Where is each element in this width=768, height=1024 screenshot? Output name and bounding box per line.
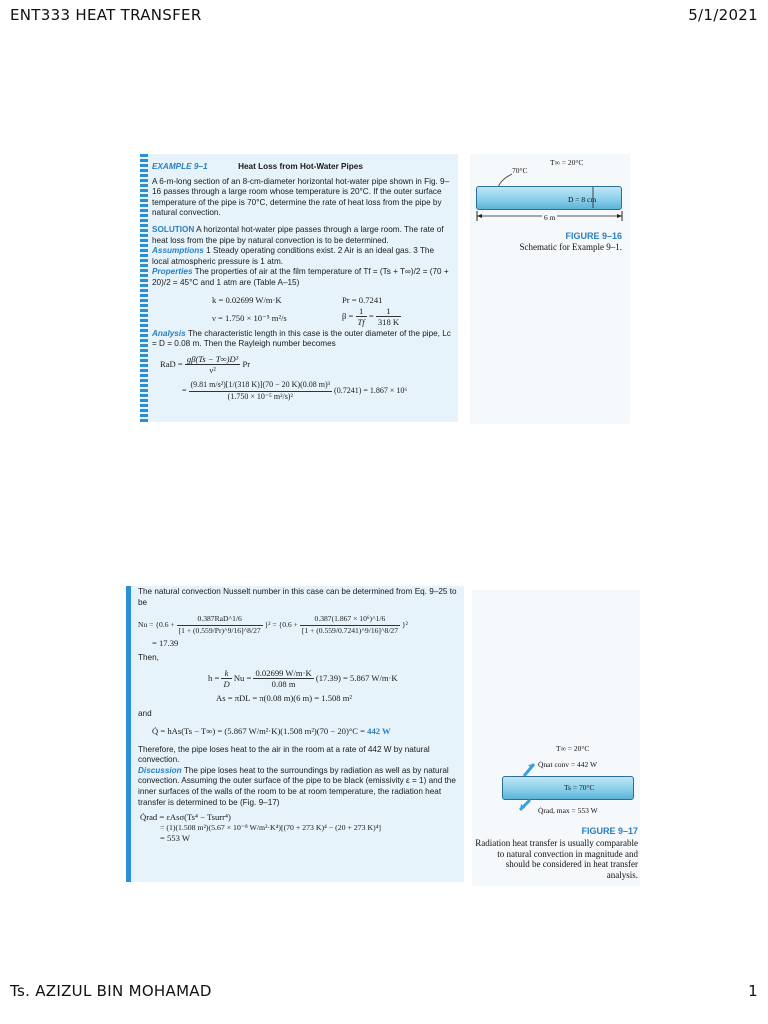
fig17-ts: Ts = 70°C <box>564 783 595 792</box>
course-title: ENT333 HEAT TRANSFER <box>10 6 202 24</box>
fig16-ts: 70°C <box>512 166 528 175</box>
ra2-tail: (0.7241) = 1.867 × 10⁶ <box>334 385 408 395</box>
nu2-frac <box>300 614 400 636</box>
beta-frac2 <box>376 306 401 328</box>
ra2-num: (9.81 m/s²)[1/(318 K)](70 − 20 K)(0.08 m)³ <box>189 380 333 392</box>
prop-pr: Pr = 0.7241 <box>342 294 383 305</box>
h-mid: Nu = <box>233 672 252 683</box>
prop-beta <box>342 306 401 328</box>
ra-frac <box>185 354 240 376</box>
properties-label: Properties <box>152 267 193 277</box>
page-number: 1 <box>748 982 758 1000</box>
rayleigh-eq2: = $\frac{\text{(9.81 m/s²)[1/(318 K)](70 − 20 K)(0.08 m)³}}{\text{(1.750 × 10⁻⁵ m²/s)²}}$ (0.7241) = 1.867 × 10⁶ <box>182 379 408 401</box>
ra-tail: Pr <box>242 358 251 369</box>
nu2-close: }² <box>401 620 408 630</box>
nu2-frac-num: 0.387(1.867 × 10⁶)^1/6 <box>300 614 400 626</box>
qrad-line2: = (1)(1.508 m²)(5.67 × 10⁻⁸ W/m²·K⁴)[(70 + 273 K)⁴ − (20 + 273 K)⁴] <box>160 822 382 832</box>
assumptions-paragraph <box>152 246 452 267</box>
h-tail: (17.39) = 5.867 W/m·K <box>315 672 398 683</box>
beta-frac2-num: 1 <box>376 306 401 318</box>
beta-frac1 <box>356 306 367 328</box>
fig17-rad-arrow-icon <box>516 798 536 814</box>
rayleigh-eq1 <box>160 354 452 376</box>
fig16-length: 6 m <box>544 213 556 222</box>
ra-den: ν² <box>209 365 216 376</box>
ra-num: gβ(Ts − T∞)D³ <box>186 353 239 364</box>
beta-frac1-num: 1 <box>356 306 367 318</box>
discussion-paragraph <box>138 766 458 808</box>
discussion-label: Discussion <box>138 765 182 775</box>
nu-close: }² = {0.6 + <box>264 620 298 630</box>
prop-k: k = 0.02699 W/m·K <box>212 294 282 305</box>
fig16-title: FIGURE 9–16 <box>565 231 622 241</box>
example-label: EXAMPLE 9–1 <box>152 162 208 171</box>
nu-frac <box>177 614 263 636</box>
continuation-panel <box>126 586 464 882</box>
fig17-tinf: T∞ = 20°C <box>556 744 590 753</box>
author: Ts. AZIZUL BIN MOHAMAD <box>10 982 212 1000</box>
assumptions-label: Assumptions <box>152 246 204 256</box>
h-frac2 <box>253 668 313 690</box>
h-lhs: h = <box>208 672 220 683</box>
fig17-caption: Radiation heat transfer is usually comparable to natural convection in magnitude and should be considered in heat transfer analysis. <box>475 838 638 880</box>
date: 5/1/2021 <box>688 6 758 24</box>
fig16-caption: Schematic for Example 9–1. <box>519 242 622 252</box>
nusselt-intro: The natural convection Nusselt number in this case can be determined from Eq. 9–25 to be <box>138 587 457 607</box>
nu-frac-den: [1 + (0.559/Pr)^9/16]^8/27 <box>178 625 261 635</box>
beta-lhs: β = <box>342 310 354 321</box>
solution-text: A horizontal hot-water pipe passes through a large room. The rate of heat loss from the pipe by natural convection is to be determined. <box>152 224 444 245</box>
q-eq-text: Q̇ = hAs(Ts − T∞) = (5.867 W/m²·K)(1.508 m²)(70 − 20)°C = <box>152 725 365 736</box>
fig16-pipe <box>476 186 622 210</box>
q-eq <box>152 726 458 737</box>
nu-frac-num: 0.387RaD^1/6 <box>177 614 263 626</box>
fig17-qrad: Q̇rad, max = 553 W <box>538 806 598 815</box>
properties-equations <box>152 293 452 329</box>
solution-paragraph <box>152 225 452 246</box>
assumptions-text: 1 Steady operating conditions exist. 2 Air is an ideal gas. 3 The local atmospheric pressure is 1 atm. <box>152 246 435 266</box>
fig17-qconv: Q̇nat conv = 442 W <box>538 760 598 769</box>
qrad-line1: Q̇rad = εAsσ(Ts⁴ − Tsurr⁴) <box>140 812 231 823</box>
panel-accent-bar <box>140 154 148 422</box>
beta-frac2-den: 318 K <box>377 317 400 328</box>
figure-9-16 <box>470 154 630 424</box>
nu-open: {0.6 + <box>155 620 175 630</box>
nu-lhs: Nu = <box>138 620 154 630</box>
h-eq <box>208 668 458 690</box>
beta-frac1-den: Tf <box>357 317 365 328</box>
problem-text: A 6-m-long section of an 8-cm-diameter horizontal hot-water pipe shown in Fig. 9–16 passes through a large room whose temperature is 20°C. If the outer surface temperature of the pipe is 70°C, determine the rate of heat loss from the pipe by natural convection. <box>152 176 450 218</box>
fig16-d: D = 8 cm <box>568 195 597 204</box>
fig16-tinf: T∞ = 20°C <box>550 158 584 167</box>
h-frac2-num: 0.02699 W/m·K <box>255 667 312 678</box>
as-eq: As = πDL = π(0.08 m)(6 m) = 1.508 m² <box>216 692 352 703</box>
h-frac1-den: D <box>223 679 230 690</box>
h-frac1 <box>221 668 231 690</box>
analysis-paragraph <box>152 329 452 350</box>
beta-eq: = <box>368 310 374 321</box>
q-result: 442 W <box>367 725 391 736</box>
analysis-label: Analysis <box>152 328 186 338</box>
example-title: Heat Loss from Hot-Water Pipes <box>238 162 363 171</box>
ra-lhs: RaD = <box>160 358 183 369</box>
nusselt-eq <box>138 614 458 636</box>
therefore-text: Therefore, the pipe loses heat to the air in the room at a rate of 442 W by natural convection. <box>138 744 430 765</box>
h-frac1-num: k <box>221 668 231 680</box>
nu-result: = 17.39 <box>152 638 179 649</box>
h-frac2-den: 0.08 m <box>271 679 296 690</box>
panel-accent-bar-2 <box>126 586 131 882</box>
example-panel <box>140 154 458 422</box>
discussion-text: The pipe loses heat to the surroundings by radiation as well as by natural convection. Assuming the outer surface of the pipe to be black (emissivity ε = 1) and the inner surfaces of the walls of the room to be at room temperature, the radiation heat transfer is determined to be (Fig. 9–17) <box>138 765 456 807</box>
solution-label: SOLUTION <box>152 224 195 234</box>
and-text: and <box>138 709 152 719</box>
ra2-frac <box>189 380 333 402</box>
figure-9-17 <box>472 590 640 886</box>
properties-paragraph <box>152 267 452 288</box>
properties-text: The properties of air at the film temperature of Tf = (Ts + T∞)/2 = (70 + 20)/2 = 45°C and 1 atm are (Table A–15) <box>152 267 449 287</box>
nu2-frac-den: [1 + (0.559/0.7241)^9/16]^8/27 <box>301 625 399 635</box>
qrad-line3: = 553 W <box>160 833 190 844</box>
then-text: Then, <box>138 652 159 662</box>
prop-nu: ν = 1.750 × 10⁻⁵ m²/s <box>212 312 287 323</box>
analysis-text: The characteristic length in this case is the outer diameter of the pipe, Lc = D = 0.08 m. Then the Rayleigh number becomes <box>152 328 451 349</box>
fig17-title: FIGURE 9–17 <box>581 826 638 836</box>
ra2-den: (1.750 × 10⁻⁵ m²/s)² <box>227 391 293 401</box>
